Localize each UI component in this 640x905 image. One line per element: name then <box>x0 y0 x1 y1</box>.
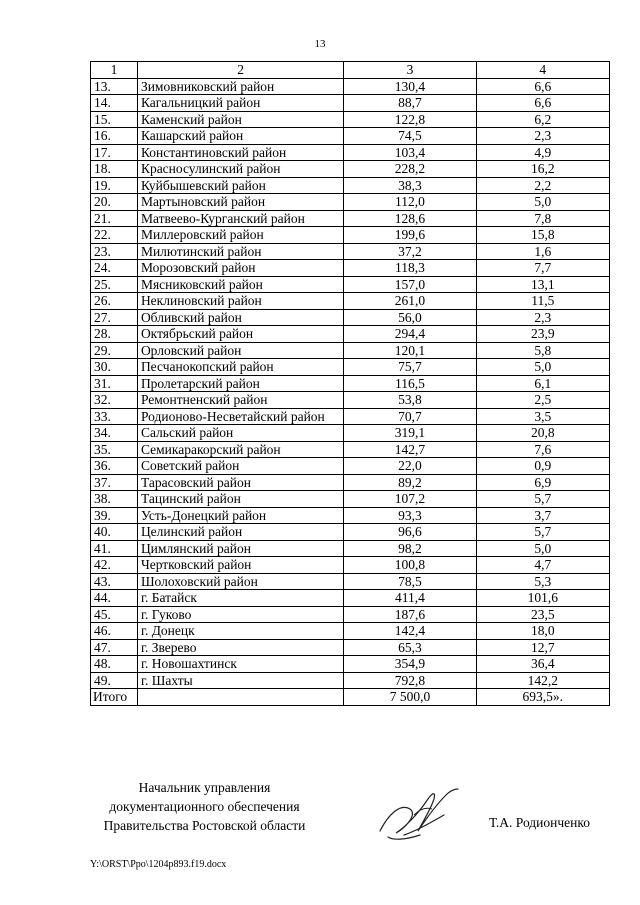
table-cell: 23. <box>91 243 138 260</box>
table-row <box>91 309 610 326</box>
table-row <box>91 359 610 376</box>
table-cell: Тацинский район <box>137 491 343 508</box>
table-cell: 30. <box>91 359 138 376</box>
table-cell: 31. <box>91 375 138 392</box>
table-row <box>91 672 610 689</box>
table-cell: Советский район <box>137 458 343 475</box>
table-cell: 14. <box>91 95 138 112</box>
table-row <box>91 276 610 293</box>
table-row <box>91 408 610 425</box>
table-cell: 26. <box>91 293 138 310</box>
table-cell: 13,1 <box>476 276 609 293</box>
table-cell: 294,4 <box>344 326 476 343</box>
table-header-row <box>91 62 610 79</box>
total-cell: 693,5». <box>476 689 609 706</box>
table-cell: 2,2 <box>476 177 609 194</box>
table-cell: 11,5 <box>476 293 609 310</box>
table-cell: 65,3 <box>344 639 476 656</box>
table-cell: 28. <box>91 326 138 343</box>
table-row <box>91 260 610 277</box>
table-row <box>91 524 610 541</box>
table-cell: 35. <box>91 441 138 458</box>
table-cell: 32. <box>91 392 138 409</box>
table-cell: 44. <box>91 590 138 607</box>
table-cell: Ремонтненский район <box>137 392 343 409</box>
table-cell: Матвеево-Курганский район <box>137 210 343 227</box>
table-cell: 5,7 <box>476 491 609 508</box>
table-cell: 2,3 <box>476 309 609 326</box>
table-cell: Миллеровский район <box>137 227 343 244</box>
table-row <box>91 392 610 409</box>
table-cell: 7,7 <box>476 260 609 277</box>
table-total-row <box>91 689 610 706</box>
table-cell: 116,5 <box>344 375 476 392</box>
table-cell: 792,8 <box>344 672 476 689</box>
table-cell: г. Донецк <box>137 623 343 640</box>
signature-line-3: Правительства Ростовской области <box>103 818 306 833</box>
table-cell: 128,6 <box>344 210 476 227</box>
table-cell: 49. <box>91 672 138 689</box>
table-cell: Красносулинский район <box>137 161 343 178</box>
table-cell: 36,4 <box>476 656 609 673</box>
table-cell: 187,6 <box>344 606 476 623</box>
table-cell: Орловский район <box>137 342 343 359</box>
total-cell <box>137 689 343 706</box>
total-cell: Итого <box>91 689 138 706</box>
table-cell: 18,0 <box>476 623 609 640</box>
header-cell-4: 4 <box>476 62 609 79</box>
table-cell: 41. <box>91 540 138 557</box>
table-cell: 0,9 <box>476 458 609 475</box>
table-cell: Семикаракорский район <box>137 441 343 458</box>
table-row <box>91 227 610 244</box>
header-cell-2: 2 <box>137 62 343 79</box>
table-cell: 6,6 <box>476 78 609 95</box>
table-row <box>91 623 610 640</box>
table-cell: 20,8 <box>476 425 609 442</box>
table-cell: 45. <box>91 606 138 623</box>
table-row <box>91 95 610 112</box>
table-cell: 228,2 <box>344 161 476 178</box>
signature-line-1: Начальник управления <box>138 780 271 795</box>
table-cell: Каменский район <box>137 111 343 128</box>
table-row <box>91 161 610 178</box>
table-cell: 3,7 <box>476 507 609 524</box>
table-cell: Песчанокопский район <box>137 359 343 376</box>
total-cell: 7 500,0 <box>344 689 476 706</box>
table-row <box>91 342 610 359</box>
table-row <box>91 177 610 194</box>
table-cell: 27. <box>91 309 138 326</box>
table-cell: 13. <box>91 78 138 95</box>
table-cell: 53,8 <box>344 392 476 409</box>
table-cell: Мясниковский район <box>137 276 343 293</box>
table-cell: 74,5 <box>344 128 476 145</box>
signature-line-2: документационного обеспечения <box>109 799 300 814</box>
table-cell: 5,3 <box>476 573 609 590</box>
table-cell: 29. <box>91 342 138 359</box>
table-cell: 15. <box>91 111 138 128</box>
table-cell: 21. <box>91 210 138 227</box>
table-cell: 17. <box>91 144 138 161</box>
table-row <box>91 573 610 590</box>
table-cell: 98,2 <box>344 540 476 557</box>
table-cell: 96,6 <box>344 524 476 541</box>
table-cell: 130,4 <box>344 78 476 95</box>
table-cell: 33. <box>91 408 138 425</box>
table-row <box>91 557 610 574</box>
table-row <box>91 293 610 310</box>
table-cell: 2,3 <box>476 128 609 145</box>
table-row <box>91 375 610 392</box>
table-cell: 122,8 <box>344 111 476 128</box>
table-body <box>91 62 610 706</box>
table-cell: 354,9 <box>344 656 476 673</box>
table-cell: 88,7 <box>344 95 476 112</box>
table-cell: 5,8 <box>476 342 609 359</box>
table-row <box>91 326 610 343</box>
table-cell: г. Новошахтинск <box>137 656 343 673</box>
table-cell: Шолоховский район <box>137 573 343 590</box>
page-number: 13 <box>314 38 326 50</box>
table-cell: 23,5 <box>476 606 609 623</box>
table-cell: Милютинский район <box>137 243 343 260</box>
table-cell: 34. <box>91 425 138 442</box>
table-cell: 47. <box>91 639 138 656</box>
table-cell: 3,5 <box>476 408 609 425</box>
table-cell: 261,0 <box>344 293 476 310</box>
table-cell: 16,2 <box>476 161 609 178</box>
signature-block <box>92 778 317 835</box>
table-row <box>91 458 610 475</box>
table-cell: 107,2 <box>344 491 476 508</box>
table-row <box>91 507 610 524</box>
table-cell: 5,7 <box>476 524 609 541</box>
table-cell: 37,2 <box>344 243 476 260</box>
table-row <box>91 111 610 128</box>
table-cell: Усть-Донецкий район <box>137 507 343 524</box>
table-cell: Чертковский район <box>137 557 343 574</box>
table-cell: Октябрьский район <box>137 326 343 343</box>
signatory-name: Т.А. Родионченко <box>489 815 590 830</box>
table-cell: г. Шахты <box>137 672 343 689</box>
table-cell: 6,2 <box>476 111 609 128</box>
header-cell-3: 3 <box>344 62 476 79</box>
table-cell: 43. <box>91 573 138 590</box>
table-cell: Куйбышевский район <box>137 177 343 194</box>
table-cell: 37. <box>91 474 138 491</box>
table-cell: 101,6 <box>476 590 609 607</box>
table-cell: 4,9 <box>476 144 609 161</box>
table-cell: 75,7 <box>344 359 476 376</box>
table-cell: г. Гуково <box>137 606 343 623</box>
table-row <box>91 590 610 607</box>
table-row <box>91 425 610 442</box>
table-cell: 5,0 <box>476 359 609 376</box>
table-cell: 4,7 <box>476 557 609 574</box>
file-path: Y:\ORST\Ppo\1204p893.f19.docx <box>90 859 227 870</box>
table-cell: 38. <box>91 491 138 508</box>
table-cell: 16. <box>91 128 138 145</box>
table-row <box>91 656 610 673</box>
table-row <box>91 210 610 227</box>
table-cell: 6,9 <box>476 474 609 491</box>
table-cell: 20. <box>91 194 138 211</box>
table-cell: 411,4 <box>344 590 476 607</box>
table-row <box>91 491 610 508</box>
table-cell: 18. <box>91 161 138 178</box>
table-cell: Константиновский район <box>137 144 343 161</box>
table-cell: Цимлянский район <box>137 540 343 557</box>
table-cell: Зимовниковский район <box>137 78 343 95</box>
table-cell: Неклиновский район <box>137 293 343 310</box>
table-cell: 112,0 <box>344 194 476 211</box>
table-cell: 6,6 <box>476 95 609 112</box>
table-cell: 157,0 <box>344 276 476 293</box>
table-cell: 46. <box>91 623 138 640</box>
table-cell: Целинский район <box>137 524 343 541</box>
table-row <box>91 540 610 557</box>
table-cell: 12,7 <box>476 639 609 656</box>
table-cell: Кашарский район <box>137 128 343 145</box>
table-row <box>91 474 610 491</box>
table-cell: г. Батайск <box>137 590 343 607</box>
table-cell: Пролетарский район <box>137 375 343 392</box>
table-cell: 100,8 <box>344 557 476 574</box>
table-cell: 40. <box>91 524 138 541</box>
table-cell: 89,2 <box>344 474 476 491</box>
table-cell: 142,7 <box>344 441 476 458</box>
table-cell: 5,0 <box>476 194 609 211</box>
table-cell: 199,6 <box>344 227 476 244</box>
handwritten-signature <box>374 785 464 845</box>
table-cell: 319,1 <box>344 425 476 442</box>
table-row <box>91 441 610 458</box>
header-cell-1: 1 <box>91 62 138 79</box>
table-cell: 22. <box>91 227 138 244</box>
table-cell: 142,2 <box>476 672 609 689</box>
table-row <box>91 144 610 161</box>
table-cell: Морозовский район <box>137 260 343 277</box>
table-row <box>91 128 610 145</box>
table-row <box>91 243 610 260</box>
table-cell: 36. <box>91 458 138 475</box>
table-cell: Родионово-Несветайский район <box>137 408 343 425</box>
table-cell: 70,7 <box>344 408 476 425</box>
data-table <box>90 61 610 706</box>
table-row <box>91 78 610 95</box>
table-cell: 93,3 <box>344 507 476 524</box>
table-cell: 6,1 <box>476 375 609 392</box>
table-row <box>91 194 610 211</box>
table-cell: 7,8 <box>476 210 609 227</box>
table-cell: Тарасовский район <box>137 474 343 491</box>
table-cell: 1,6 <box>476 243 609 260</box>
table-cell: Сальский район <box>137 425 343 442</box>
table-cell: 42. <box>91 557 138 574</box>
table-cell: г. Зверево <box>137 639 343 656</box>
table-cell: 142,4 <box>344 623 476 640</box>
table-cell: 103,4 <box>344 144 476 161</box>
table-cell: 118,3 <box>344 260 476 277</box>
table-cell: 5,0 <box>476 540 609 557</box>
table-cell: 39. <box>91 507 138 524</box>
table-cell: 24. <box>91 260 138 277</box>
table-cell: Кагальницкий район <box>137 95 343 112</box>
table-cell: 22,0 <box>344 458 476 475</box>
table-cell: Мартыновский район <box>137 194 343 211</box>
table-cell: 7,6 <box>476 441 609 458</box>
table-cell: 25. <box>91 276 138 293</box>
table-cell: 48. <box>91 656 138 673</box>
table-cell: Обливский район <box>137 309 343 326</box>
table-cell: 120,1 <box>344 342 476 359</box>
table-cell: 56,0 <box>344 309 476 326</box>
table-row <box>91 639 610 656</box>
table-cell: 19. <box>91 177 138 194</box>
table-cell: 2,5 <box>476 392 609 409</box>
table-row <box>91 606 610 623</box>
table-cell: 38,3 <box>344 177 476 194</box>
table-cell: 15,8 <box>476 227 609 244</box>
table-cell: 23,9 <box>476 326 609 343</box>
table-cell: 78,5 <box>344 573 476 590</box>
